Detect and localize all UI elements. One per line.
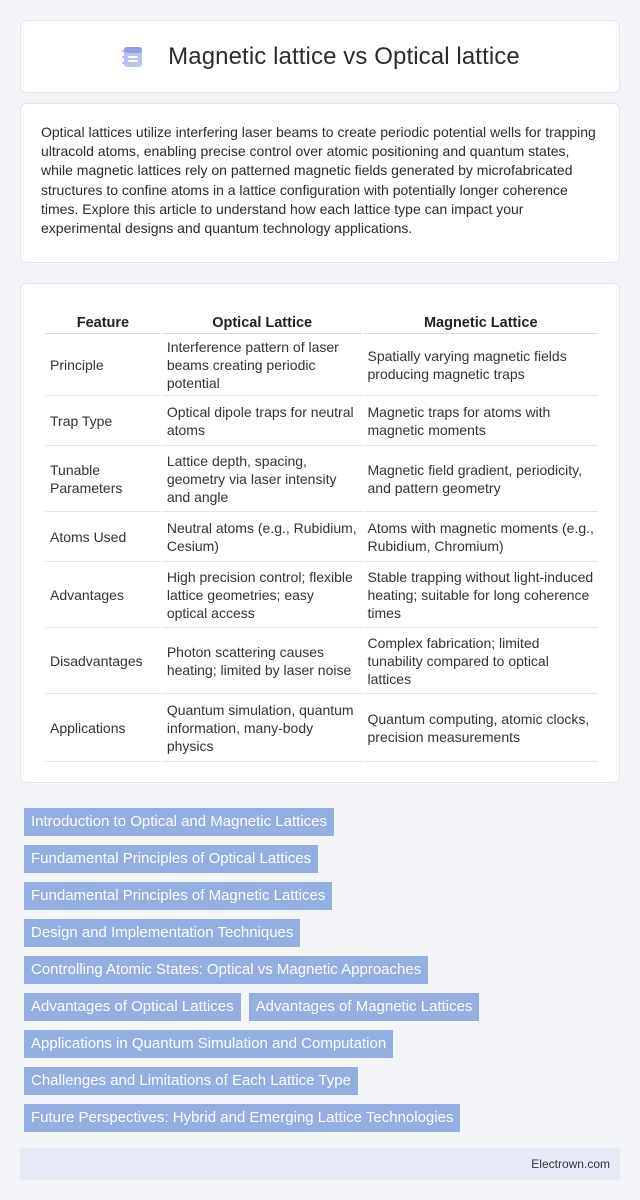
table-row [45,628,598,694]
topic-link[interactable]: Advantages of Magnetic Lattices [249,993,480,1021]
row-feature: Applications [45,694,161,762]
row-optical: Lattice depth, spacing, geometry via laser intensity and angle [163,446,362,512]
row-magnetic: Stable trapping without light-induced heating; suitable for long coherence times [364,562,599,628]
topic-link[interactable]: Fundamental Principles of Magnetic Lattices [24,882,332,910]
topic-link[interactable]: Challenges and Limitations of Each Lattice Type [24,1067,358,1095]
row-feature: Advantages [45,562,161,628]
topic-links [24,808,624,1141]
topic-link[interactable]: Controlling Atomic States: Optical vs Magnetic Approaches [24,956,428,984]
row-feature: Principle [45,334,161,396]
table-row [45,512,598,562]
row-feature: Tunable Parameters [45,446,161,512]
document-icon [120,44,146,70]
row-optical: Photon scattering causes heating; limited by laser noise [163,628,362,694]
table-header-row [45,304,598,334]
row-magnetic: Complex fabrication; limited tunability compared to optical lattices [364,628,599,694]
comparison-table [43,304,600,762]
intro-card [20,103,620,263]
row-feature: Atoms Used [45,512,161,562]
table-row [45,562,598,628]
table-row [45,396,598,446]
table-row [45,446,598,512]
link-row [24,845,624,873]
link-row [24,1104,624,1132]
topic-link[interactable]: Fundamental Principles of Optical Lattices [24,845,318,873]
row-optical: Optical dipole traps for neutral atoms [163,396,362,446]
row-feature: Trap Type [45,396,161,446]
row-magnetic: Quantum computing, atomic clocks, precision measurements [364,694,599,762]
column-header-feature: Feature [45,304,161,334]
comparison-table-card [20,283,620,783]
page-title: Magnetic lattice vs Optical lattice [168,42,520,70]
row-optical: Quantum simulation, quantum information, many-body physics [163,694,362,762]
link-row [24,808,624,836]
intro-text: Optical lattices utilize interfering laser beams to create periodic potential wells for trapping ultracold atoms, enabling precise control over atomic positioning and quantum states, while magnetic lattices rely on patterned magnetic fields generated by microfabricated structures to confine atoms in a lattice configuration with potentially longer coherence times. Explore this article to understand how each lattice type can impact your experimental designs and quantum technology applications. [41,124,596,237]
table-row [45,694,598,762]
topic-link[interactable]: Design and Implementation Techniques [24,919,300,947]
topic-link[interactable]: Advantages of Optical Lattices [24,993,241,1021]
footer [20,1148,620,1180]
column-header-magnetic: Magnetic Lattice [364,304,599,334]
link-row [24,1067,624,1095]
table-row [45,334,598,396]
row-optical: High precision control; flexible lattice geometries; easy optical access [163,562,362,628]
row-feature: Disadvantages [45,628,161,694]
title-card [20,20,620,93]
link-row [24,956,624,984]
topic-link[interactable]: Future Perspectives: Hybrid and Emerging Lattice Technologies [24,1104,460,1132]
row-optical: Neutral atoms (e.g., Rubidium, Cesium) [163,512,362,562]
topic-link[interactable]: Applications in Quantum Simulation and Computation [24,1030,393,1058]
column-header-optical: Optical Lattice [163,304,362,334]
row-magnetic: Atoms with magnetic moments (e.g., Rubidium, Chromium) [364,512,599,562]
row-magnetic: Magnetic traps for atoms with magnetic moments [364,396,599,446]
link-row [24,1030,624,1058]
link-row [24,919,624,947]
footer-brand[interactable]: Electrown.com [531,1157,610,1171]
row-magnetic: Magnetic field gradient, periodicity, and pattern geometry [364,446,599,512]
row-magnetic: Spatially varying magnetic fields producing magnetic traps [364,334,599,396]
topic-link[interactable]: Introduction to Optical and Magnetic Lattices [24,808,334,836]
link-row [24,993,624,1021]
link-row [24,882,624,910]
row-optical: Interference pattern of laser beams creating periodic potential [163,334,362,396]
